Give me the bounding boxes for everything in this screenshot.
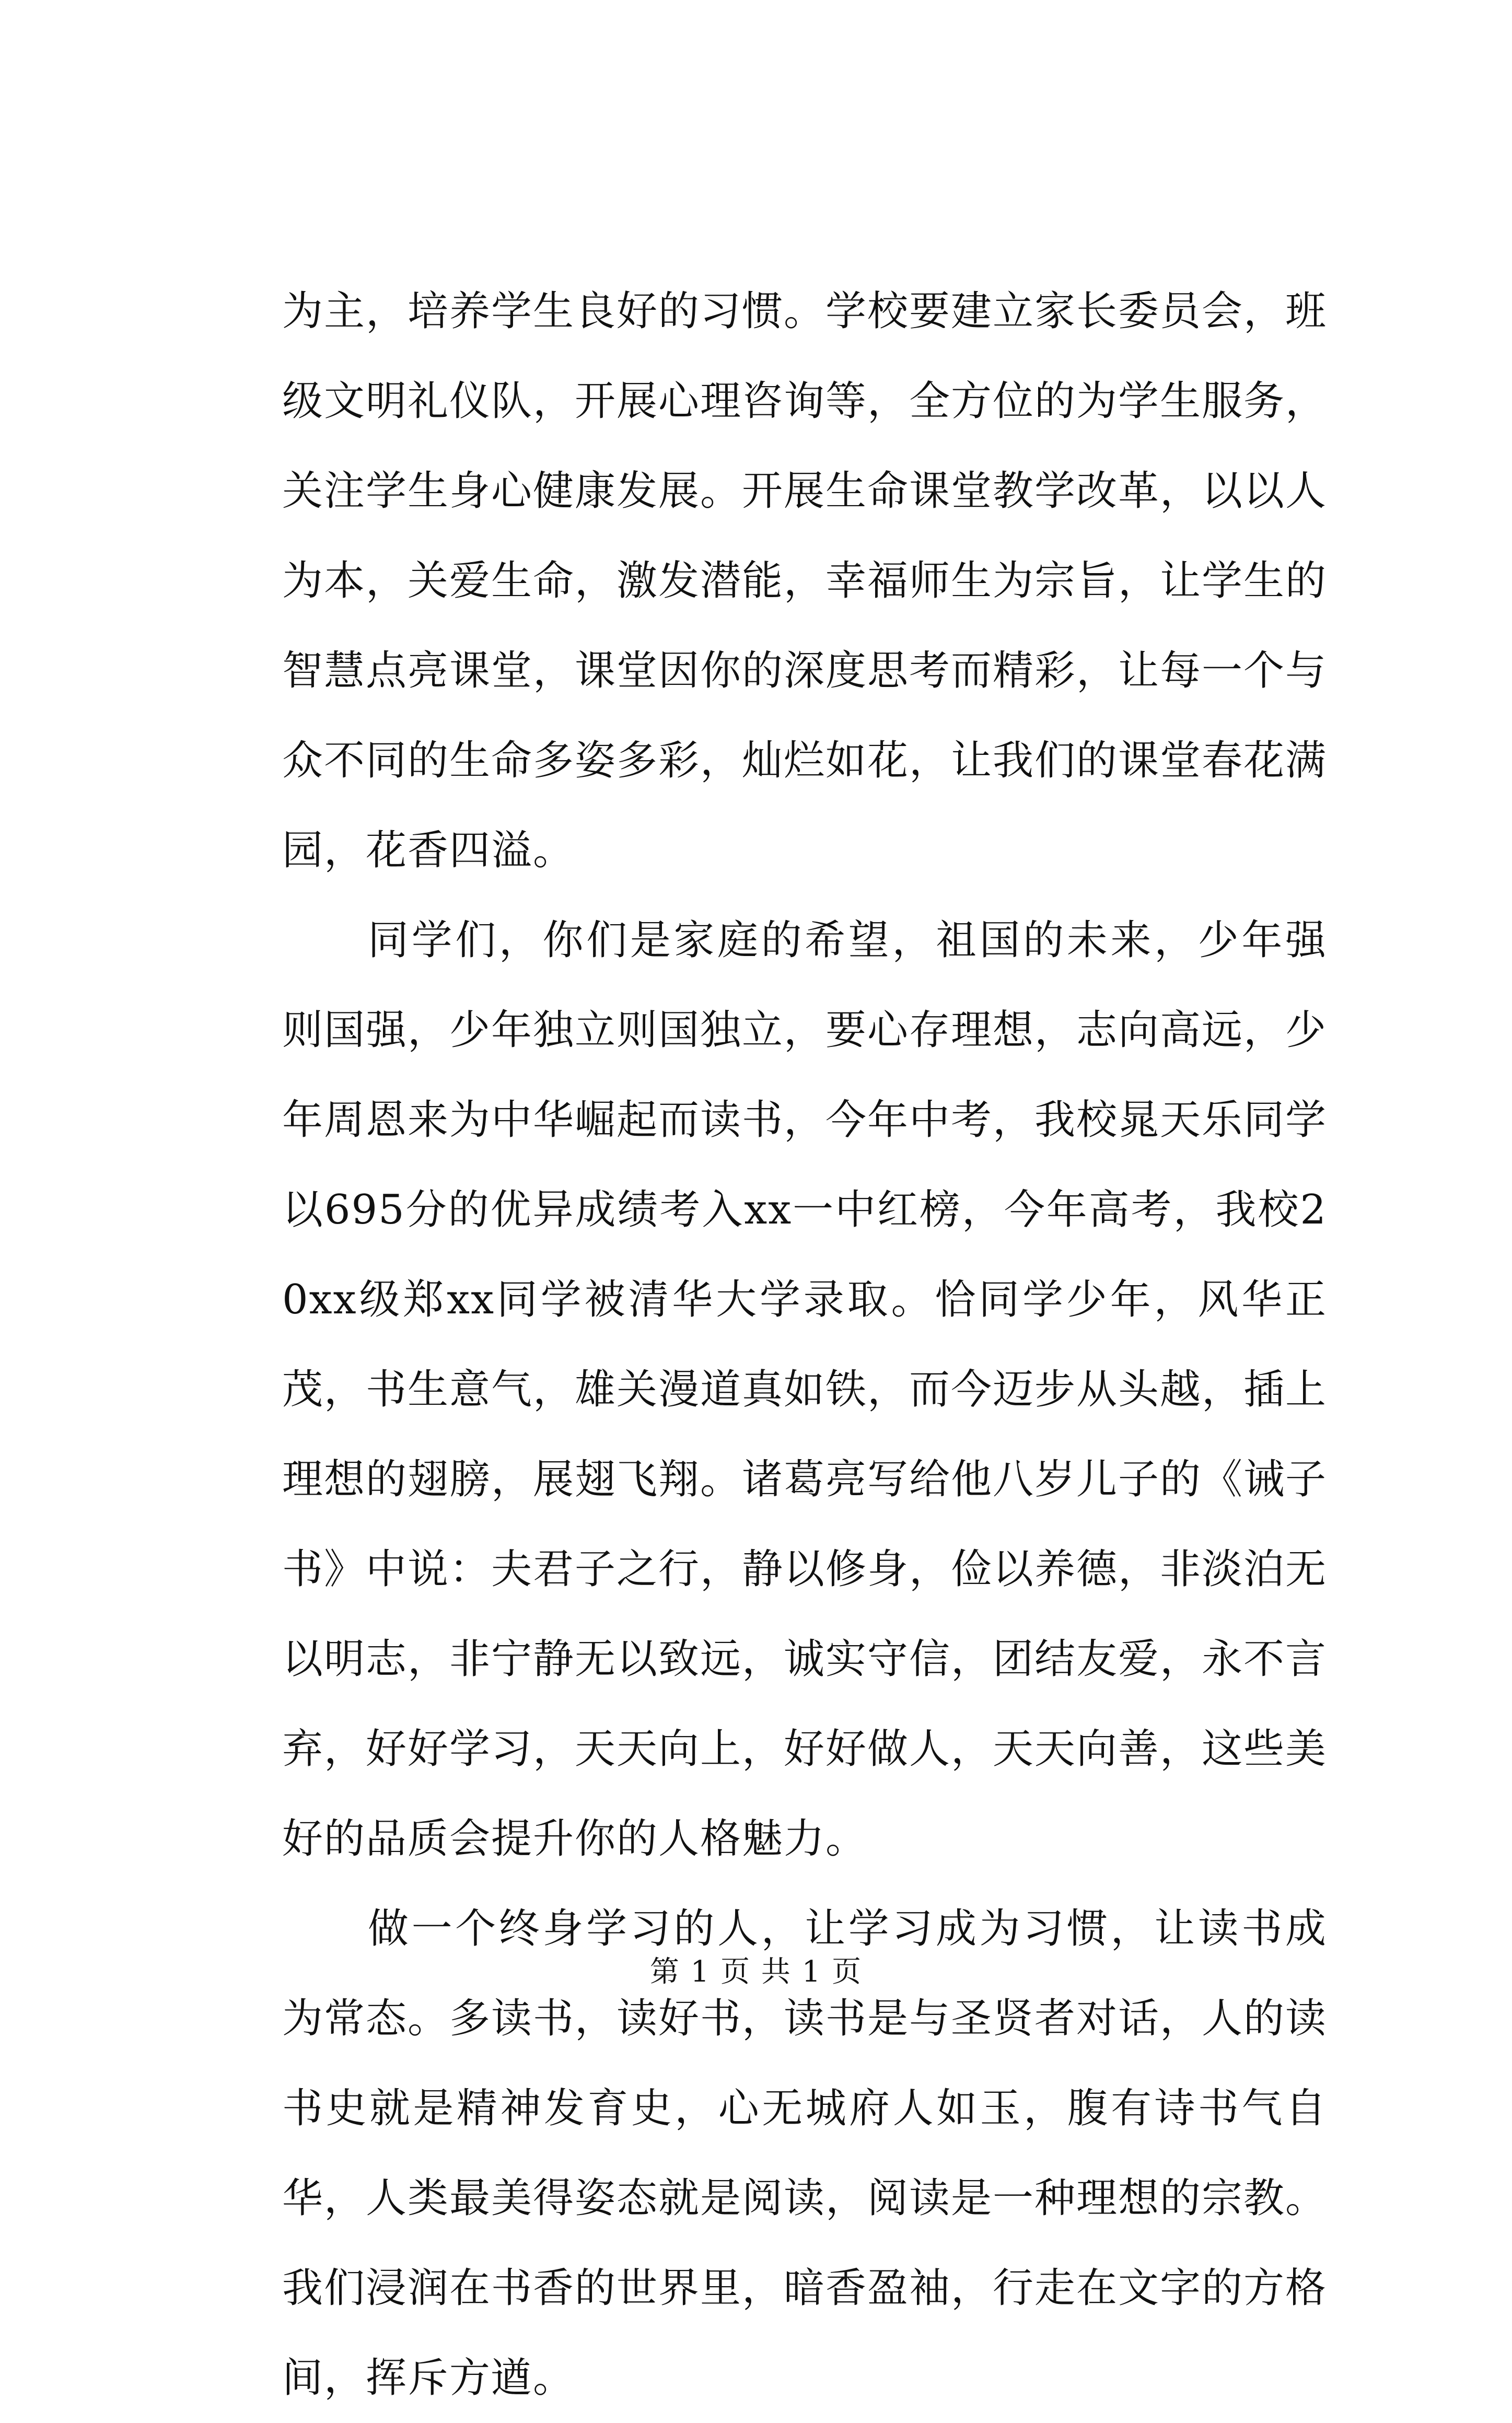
paragraph-1: 为主，培养学生良好的习惯。学校要建立家长委员会，班级文明礼仪队，开展心理咨询等，全方位的为学生服务，关注学生身心健康发展。开展生命课堂教学改革，以以人为本，关爱生命，激发潜能，幸福师生为宗旨，让学生的智慧点亮课堂，课堂因你的深度思考而精彩，让每一个与众不同的生命多姿多彩，灿烂如花，让我们的课堂春花满园，花香四溢。 [282, 288, 1328, 874]
paragraph-3: 做一个终身学习的人，让学习成为习惯，让读书成为常态。多读书，读好书，读书是与圣贤者对话，人的读书史就是精神发育史，心无城府人如玉，腹有诗书气自华，人类最美得姿态就是阅读，阅读是一种理想的宗教。我们浸润在书香的世界里，暗香盈袖，行走在文字的方格间，挥斥方遒。 [282, 1905, 1328, 2402]
paragraph-2: 同学们，你们是家庭的希望，祖国的未来，少年强则国强，少年独立则国独立，要心存理想，志向高远，少年周恩来为中华崛起而读书，今年中考，我校晁天乐同学以695分的优异成绩考入xx一中红榜，今年高考，我校20xx级郑xx同学被清华大学录取。恰同学少年，风华正茂，书生意气，雄关漫道真如铁，而今迈步从头越，插上理想的翅膀，展翅飞翔。诸葛亮写给他八岁儿子的《诫子书》中说：夫君子之行，静以修身，俭以养德，非淡泊无以明志，非宁静无以致远，诚实守信，团结友爱，永不言弃，好好学习，天天向上，好好做人，天天向善，这些美好的品质会提升你的人格魅力。 [282, 917, 1328, 1862]
page-footer: 第 1 页 共 1 页 [649, 1955, 863, 1989]
document-body [282, 266, 1327, 2423]
